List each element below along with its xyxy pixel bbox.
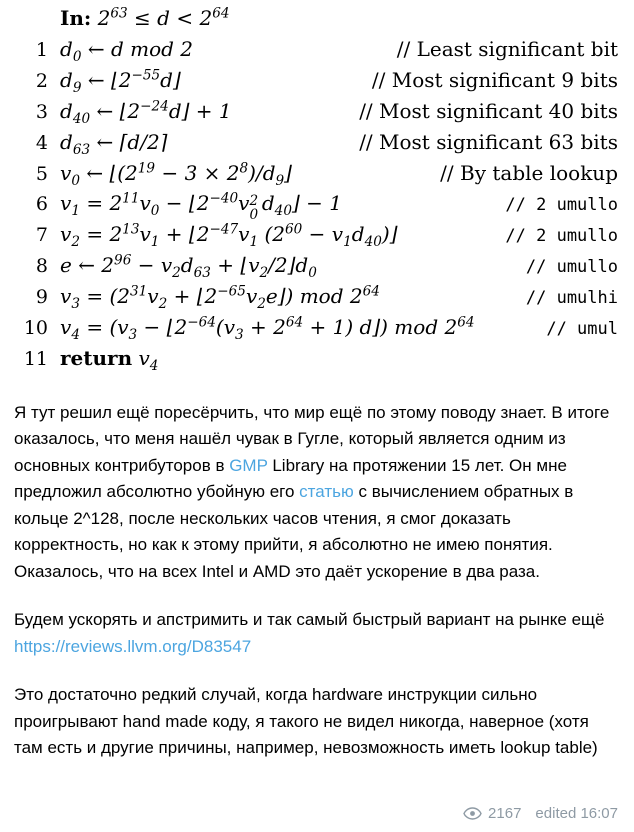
- line-number: 2: [35, 69, 48, 92]
- algorithm-line: [14, 188, 620, 223]
- algorithm-block: [0, 0, 634, 374]
- paragraph-1-text-1: Я тут решил ещё поресёрчить, что мир ещё по этому поводу знает. В итоге оказалось, что меня нашёл чувак в Гугле, который является одним из основных контрибуторов в: [14, 402, 610, 475]
- line-code: return $v_4$: [60, 345, 159, 374]
- algorithm-line: [14, 281, 620, 312]
- edited-timestamp: edited 16:07: [535, 805, 618, 822]
- line-comment: // Least significant bit: [396, 37, 618, 61]
- message-footer: [463, 805, 618, 822]
- algorithm-line: [14, 158, 620, 189]
- line-code: $d_{63}$ ← ⌈d/2⌉: [60, 129, 168, 158]
- algorithm-line: [14, 343, 620, 374]
- line-number: 10: [23, 316, 48, 339]
- line-code: $d_0$ ← d mod 2: [60, 37, 193, 65]
- paragraph-2-text-1: Будем ускорять и апстримить и так самый быстрый вариант на рынке ещё: [14, 610, 605, 630]
- algorithm-line: [14, 34, 620, 65]
- line-comment: // umulhi: [525, 288, 618, 308]
- paragraph-1: [14, 400, 620, 586]
- algorithm-input-condition: $2^{63} \le d < 2^{64}$: [97, 5, 230, 30]
- algorithm-input-line: [14, 6, 620, 30]
- algorithm-input-label: In:: [60, 6, 92, 30]
- view-count: [463, 805, 521, 822]
- paragraph-1-text-2: Library на протяжении 15 лет. Он мне предложил абсолютно убойную его: [14, 455, 567, 502]
- algorithm-line: [14, 96, 620, 127]
- line-comment: // 2 umullo: [505, 226, 618, 247]
- llvm-review-link[interactable]: https://reviews.llvm.org/D83547: [14, 636, 252, 656]
- line-code: $v_0$ ← $⌊(2^{19} - 3$ × $2^8)/d_9⌋$: [60, 159, 292, 189]
- line-number: 5: [35, 162, 48, 185]
- line-code: e ← $2^{96} - v_2d_{63}$ + $⌊v_2/2⌋d_0$: [60, 252, 317, 282]
- algorithm-line: [14, 65, 620, 96]
- algorithm-line: [14, 219, 620, 250]
- line-comment: // umullo: [525, 257, 618, 278]
- line-number: 1: [35, 39, 48, 61]
- line-number: 9: [35, 286, 48, 308]
- line-number: 7: [35, 224, 48, 247]
- algorithm-line: [14, 127, 620, 158]
- line-number: 11: [23, 347, 48, 370]
- paragraph-2: [14, 607, 620, 660]
- paragraph-3: Это достаточно редкий случай, когда hardware инструкции сильно проигрывают hand made коду, я такого не видел никогда, наверное (хотя там есть и другие причины, например, невозможность иметь lookup table): [14, 685, 598, 758]
- line-comment: // Most significant 63 bits: [359, 129, 618, 154]
- line-code: $d_9$ ← $⌊2^{-55}d⌋$: [60, 67, 181, 96]
- line-number: 8: [35, 255, 48, 278]
- message-text: [0, 400, 634, 762]
- algorithm-line: [14, 312, 620, 343]
- line-number: 3: [35, 100, 48, 123]
- view-count-label: 2167: [488, 805, 522, 822]
- line-comment: // 2 umullo: [505, 195, 618, 216]
- line-comment: // umul: [546, 318, 618, 339]
- line-code: $d_{40}$ ← $⌊2^{-24}d⌋ + 1$: [60, 98, 232, 127]
- gmp-link[interactable]: GMP: [229, 455, 268, 475]
- article-link[interactable]: статью: [299, 482, 354, 502]
- line-comment: // By table lookup: [440, 160, 618, 185]
- return-keyword: return: [60, 345, 133, 370]
- line-comment: // Most significant 9 bits: [371, 67, 618, 92]
- line-code: $v_4 = (v_3$ − $⌊2^{-64}(v_3 + 2^{64} + 1)$ d⌋) mod $2^{64}$: [60, 314, 475, 343]
- line-comment: // Most significant 40 bits: [359, 98, 618, 123]
- line-code: $v_3 = (2^{31}v_2$ + $⌊2^{-65}v_2e⌋$) mod $2^{64}$: [60, 283, 380, 312]
- line-code: $v_1 = 2^{11}v_0$ − $⌊2^{-40}v$ 2 0 $d_{40}⌋ - 1$: [60, 190, 342, 223]
- line-code: $v_2 = 2^{13}v_1$ + $⌊2^{-47}v_1$ ($2^{60}$ − $v_1d_{40})⌋$: [60, 221, 398, 251]
- eye-icon: [463, 807, 482, 820]
- line-number: 6: [35, 193, 48, 216]
- line-number: 4: [35, 131, 48, 154]
- algorithm-line: [14, 250, 620, 281]
- paragraph-1-text-3: с вычислением обратных в кольце 2^128, после нескольких часов чтения, я смог доказать корректность, но как к этому прийти, я абсолютно не имею понятия. Оказалось, что на всех Intel и AMD это даёт ускорение в два раза.: [14, 482, 574, 581]
